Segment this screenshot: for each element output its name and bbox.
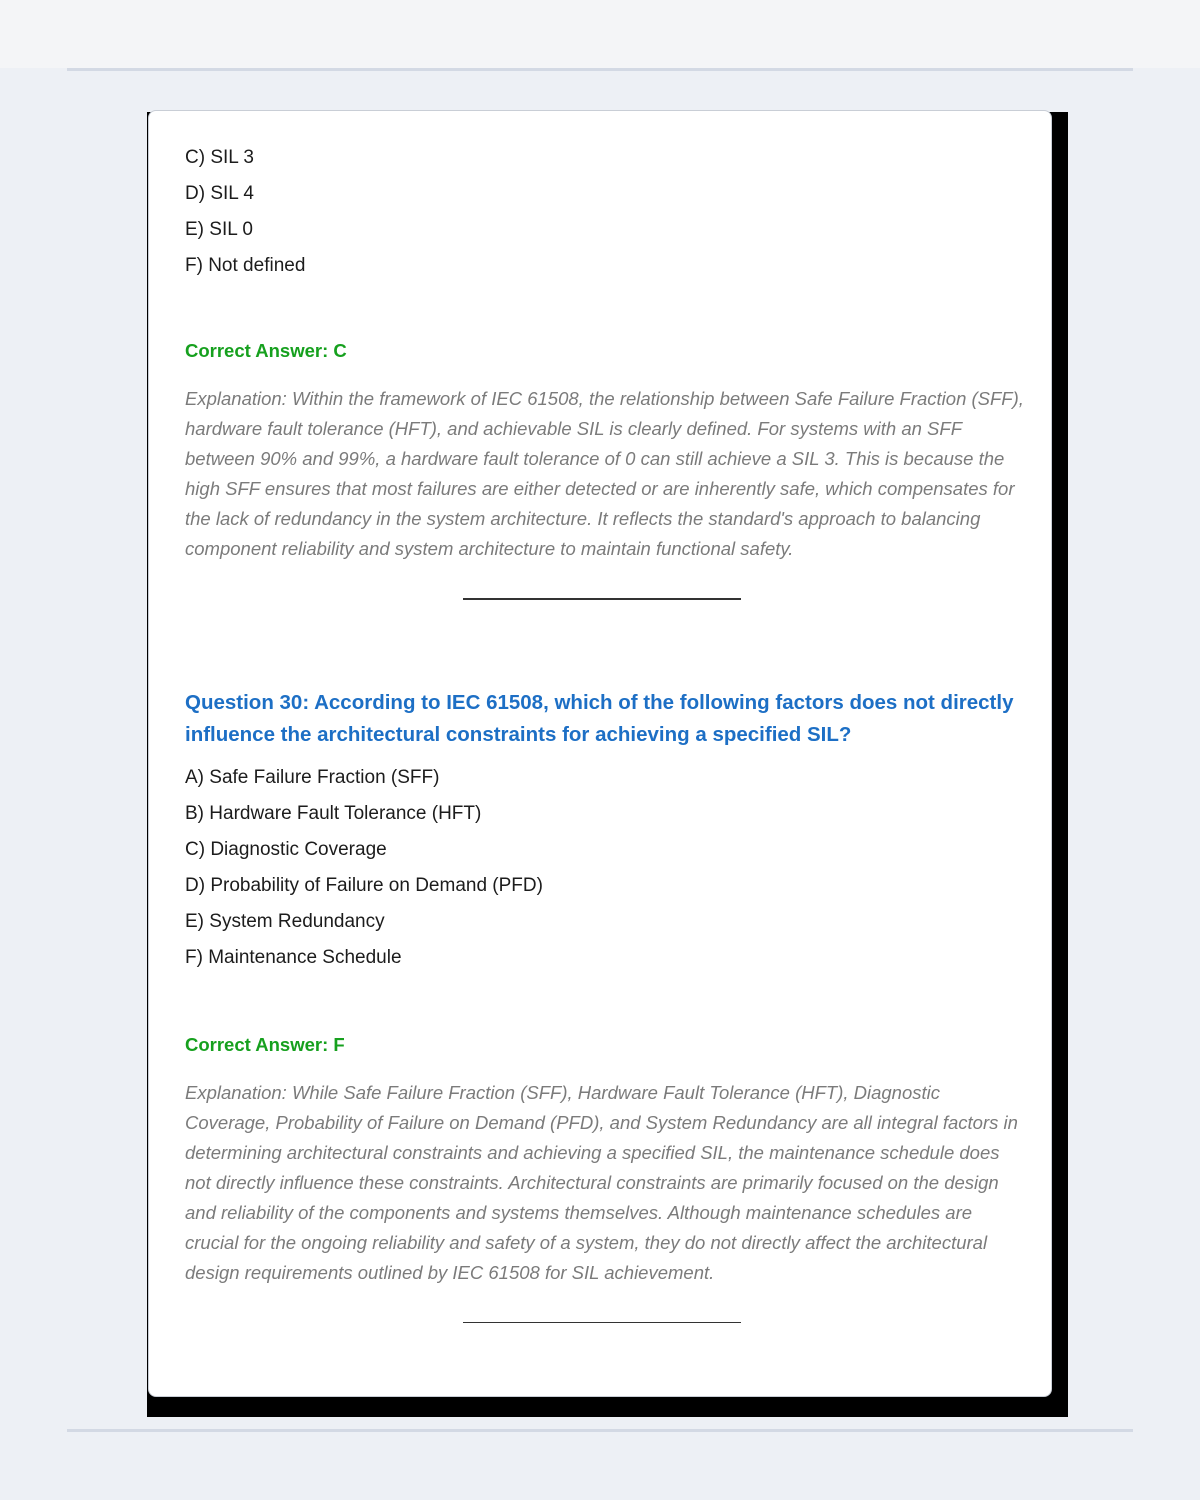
explanation: Explanation: Within the framework of IEC 61508, the relationship between Safe Failure Fraction (SFF), hardware fault tolerance (HFT), and achievable SIL is clearly defined. For systems with an SFF between 90% and 99%, a hardware fault tolerance of 0 can still achieve a SIL 3. This is because the high SFF ensures that most failures are either detected or are inherently safe, which compensates for the lack of redundancy in the system architecture. It reflects the standard's approach to balancing component reliability and system architecture to maintain functional safety. [185,388,1024,559]
page-content [185,141,1025,1323]
option-f: F) Maintenance Schedule [185,946,402,968]
option-c: C) Diagnostic Coverage [185,838,387,860]
correct-answer: Correct Answer: C [185,340,347,361]
option-f: F) Not defined [185,255,306,276]
option-b: B) Hardware Fault Tolerance (HFT) [185,802,482,824]
section-separator [463,598,741,600]
bottom-divider [67,1429,1133,1432]
option-c: C) SIL 3 [185,147,254,168]
q30-options [185,761,1025,977]
section-separator [463,1322,741,1324]
top-divider [67,68,1133,71]
q29-options [185,141,1025,285]
option-d: D) SIL 4 [185,183,254,204]
explanation: Explanation: While Safe Failure Fraction (SFF), Hardware Fault Tolerance (HFT), Diagnostic Coverage, Probability of Failure on Demand (PFD), and System Redundancy are all integral factors in determining architectural constraints and achieving a specified SIL, the maintenance schedule does not directly influence these constraints. Architectural constraints are primarily focused on the design and reliability of the components and systems themselves. Although maintenance schedules are crucial for the ongoing reliability and safety of a system, they do not directly affect the architectural design requirements outlined by IEC 61508 for SIL achievement. [185,1081,1018,1283]
question-heading: Question 30: According to IEC 61508, which of the following factors does not directly influence the architectural constraints for achieving a specified SIL? [185,690,1014,746]
option-e: E) System Redundancy [185,910,385,932]
option-d: D) Probability of Failure on Demand (PFD) [185,874,543,896]
option-e: E) SIL 0 [185,219,253,240]
document-page [148,110,1052,1397]
option-a: A) Safe Failure Fraction (SFF) [185,766,440,788]
correct-answer: Correct Answer: F [185,1033,345,1055]
top-band [0,0,1200,68]
